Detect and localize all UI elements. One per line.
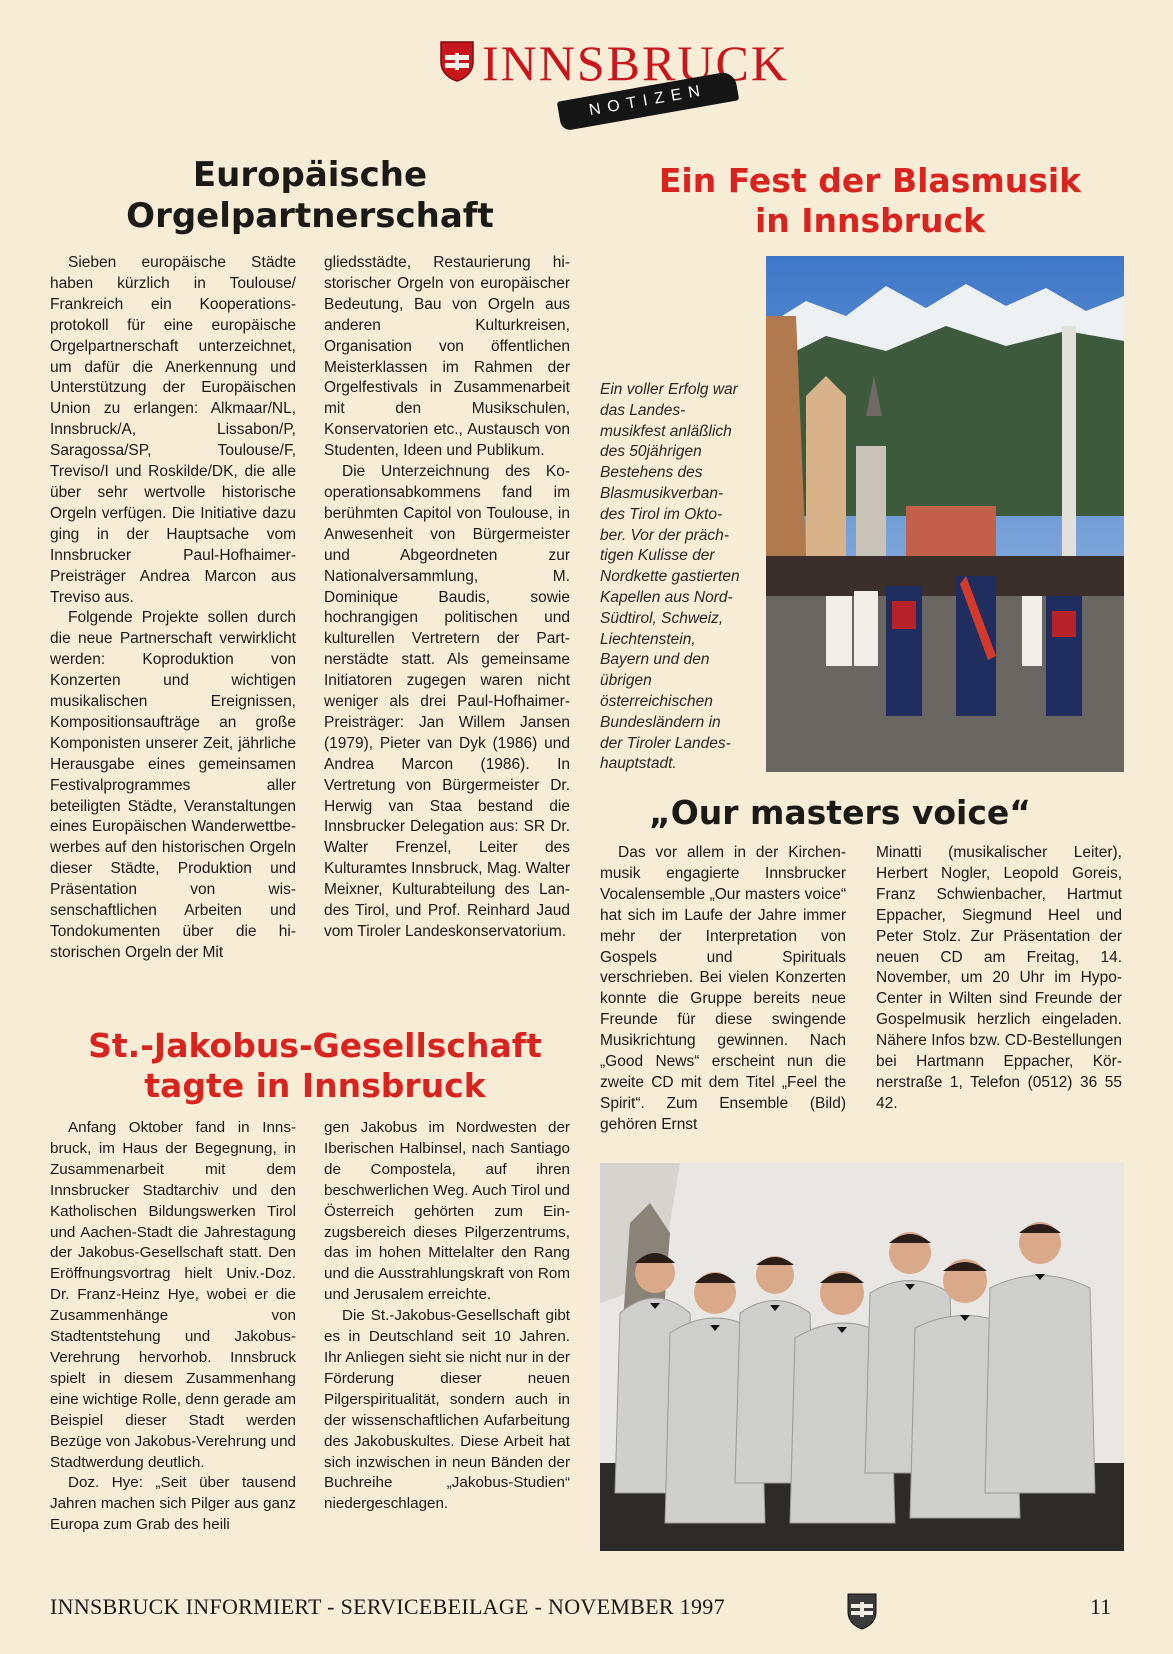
photo-caption-blasmusik: Ein voller Erfolg war das Landesmusikfest anläßlich des 50jährigen Bestehens des Blasmusikverbandes Tirol im Oktober. Vor der prächtigen Kulisse der Nordkette gastierten Kapellen aus Nord-Südtirol, Schweiz, Liechtenstein, Bayern und den übrigen österreichischen Bundesländern in der Tiroler Landeshauptstadt. bbox=[600, 381, 740, 773]
masters-paragraph: Minatti (musikalischer Leiter), Herbert Nogler, Leopold Goreis, Franz Schwienbacher, Hartmut Eppacher, Siegmund Heel und Peter Stolz. Zur Präsentation der neuen CD am Freitag, 14. November, um 20 Uhr im Hypo-Center in Wilten sind Freunde der Gospelmusik herzlich eingeladen. Nähere Infos bzw. CD-Bestellungen bei Hartmann Eppacher, Körnerstraße 1, Telefon (0512) 36 55 42. bbox=[876, 844, 1122, 1112]
headline-orgelpartnerschaft: Europäische Orgelpartnerschaft bbox=[126, 155, 494, 236]
page-number: 11 bbox=[1090, 1594, 1112, 1619]
orgel-paragraph: Sieben europäische Städte haben kürzlich in Toulouse/ Frankreich ein Kooperationsprotokoll für eine europäische Orgelpartnerschaft unterzeichnet, um dafür die Anerkennung und Unterstützung der Europäischen Union zu erlangen: Alkmaar/NL, Innsbruck/A, Lissabon/P, Saragossa/SP, Toulouse/F, Treviso/I und Roskilde/DK, die alle über sehr wertvolle historische Orgeln verfügen. Die Initiative dazu ging in der Hauptsache vom Innsbrucker Paul-Hofhaimer-Preisträger Andrea Marcon aus Treviso aus. bbox=[50, 254, 296, 606]
headline-our-masters-voice: „Our masters voice“ bbox=[649, 793, 1031, 832]
masthead-subtitle: NOTIZEN bbox=[557, 71, 739, 132]
jakobus-column-2 bbox=[324, 1118, 570, 1515]
masthead-title: INNSBRUCK bbox=[482, 35, 789, 91]
jakobus-column-1 bbox=[50, 1118, 296, 1536]
headline-fest-der-blasmusik: Ein Fest der Blasmusik in Innsbruck bbox=[658, 161, 1082, 240]
jakobus-paragraph: Anfang Oktober fand in Innsbruck, im Haus der Begegnung, in Zusammenarbeit mit dem Innsbrucker Stadtarchiv und den Katholischen Bildungswerken Tirol und Aachen-Stadt die Jahrestagung der Jakobus-Gesellschaft statt. Den Eröffnungsvortrag hielt Univ.-Doz. Dr. Franz-Heinz Hye, wobei er die Zusammenhänge von Stadtentstehung und Jakobus-Verehrung hervorhob. Innsbruck spielt in diesem Zusammenhang eine wichtige Rolle, denn gerade am Beispiel dieser Stadt werden Bezüge von Jakobus-Verehrung und Stadtwerdung deutlich. bbox=[50, 1119, 296, 1471]
jakobus-paragraph: Doz. Hye: „Seit über tausend Jahren machen sich Pilger aus ganz Europa zum Grab des heili bbox=[50, 1474, 296, 1534]
orgel-column-1 bbox=[50, 253, 296, 964]
masthead bbox=[440, 35, 789, 120]
city-logo-icon bbox=[847, 1592, 877, 1630]
orgel-column-2 bbox=[324, 253, 570, 943]
masters-paragraph: Das vor allem in der Kirchenmusik engagierte Innsbrucker Vocalensemble „Our masters voice“ hat sich im Laufe der Jahre immer mehr der Interpretation von Gospels und Spirituals verschrieben. Bei vielen Konzerten konnte die Gruppe bereits neue Freunde für diese swingende Musikrichtung gewinnen. Nach „Good News“ erscheint nun die zweite CD mit dem Titel „Feel the Spirit“. Zum Ensemble (Bild) gehören Ernst bbox=[600, 844, 846, 1133]
orgel-paragraph: gliedsstädte, Restaurierung historischer Orgeln von europäischer Bedeutung, Bau von Orgeln aus anderen Kulturkreisen, Organisation von öffentlichen Meisterklassen im Rahmen der Orgelfestivals in Zusammenarbeit mit den Musikschulen, Konservatorien etc., Austausch von Studenten, Ideen und Publikum. bbox=[324, 254, 570, 460]
orgel-paragraph: Folgende Projekte sollen durch die neue Partnerschaft verwirklicht werden: Koproduktion von Konzerten und wichtigen musikalischen Ereignissen, Kompositionsaufträge an große Komponisten unserer Zeit, jährliche Herausgabe eines gemeinsamen Festivalprogrammes aller beteiligten Städte, Veranstaltungen eines Europäischen Wanderwettbewerbes auf den historischen Orgeln dieser Städte, Produktion und Präsentation von wissenschaftlichen Arbeiten und Tondokumenten über die historischen Orgeln der Mit bbox=[50, 609, 296, 961]
masters-column-2 bbox=[876, 843, 1122, 1115]
ensemble-photo bbox=[600, 1163, 1124, 1551]
city-coat-of-arms-icon bbox=[440, 40, 474, 82]
footer-text: INNSBRUCK INFORMIERT - SERVICEBEILAGE - NOVEMBER 1997 bbox=[50, 1594, 725, 1619]
orgel-paragraph: Die Unterzeichnung des Kooperationsabkommens fand im berühmten Capitol von Toulouse, in Anwesenheit von Bürgermeister und Abgeordneten zur Nationalversammlung, M. Dominique Baudis, sowie hochrangigen politischen und kulturellen Vertretern der Partnerstädte statt. Als gemeinsame Initiatoren zugegen waren nicht weniger als drei Paul-Hofhaimer-Preisträger: Jan Willem Jansen (1979), Pieter van Dyk (1986) und Andrea Marcon (1986). In Vertretung von Bürgermeister Dr. Herwig van Staa bestand die Innsbrucker Delegation aus: SR Dr. Walter Frenzel, Leiter des Kulturamtes Innsbruck, Mag. Walter Meixner, Kulturabteilung des Landes Tirol, und Prof. Reinhard Jaud vom Tiroler Landeskonservatorium. bbox=[324, 463, 570, 940]
parade-photo bbox=[766, 256, 1124, 772]
jakobus-paragraph: Die St.-Jakobus-Gesellschaft gibt es in Deutschland seit 10 Jahren. Ihr Anliegen sieht sie nicht nur in der Förderung dieser neuen Pilgerspiritualität, sondern auch in der wissenschaftlichen Aufarbeitung des Jakobuskultes. Diese Arbeit hat sich inzwischen in neun Bänden der Buchreihe „Jakobus-Studien“ niedergeschlagen. bbox=[324, 1307, 570, 1513]
jakobus-paragraph: gen Jakobus im Nordwesten der Iberischen Halbinsel, nach Santiago de Compostela, auf ihren beschwerlichen Weg. Auch Tirol und Österreich gehörten zum Einzugsbereich dieses Pilgerzentrums, das im hohen Mittelalter den Rang und die Ausstrahlungskraft von Rom und Jerusalem erreichte. bbox=[324, 1119, 570, 1304]
masters-column-1 bbox=[600, 843, 846, 1136]
headline-st-jakobus-gesellschaft: St.-Jakobus-Gesellschaft tagte in Innsbruck bbox=[88, 1026, 542, 1105]
